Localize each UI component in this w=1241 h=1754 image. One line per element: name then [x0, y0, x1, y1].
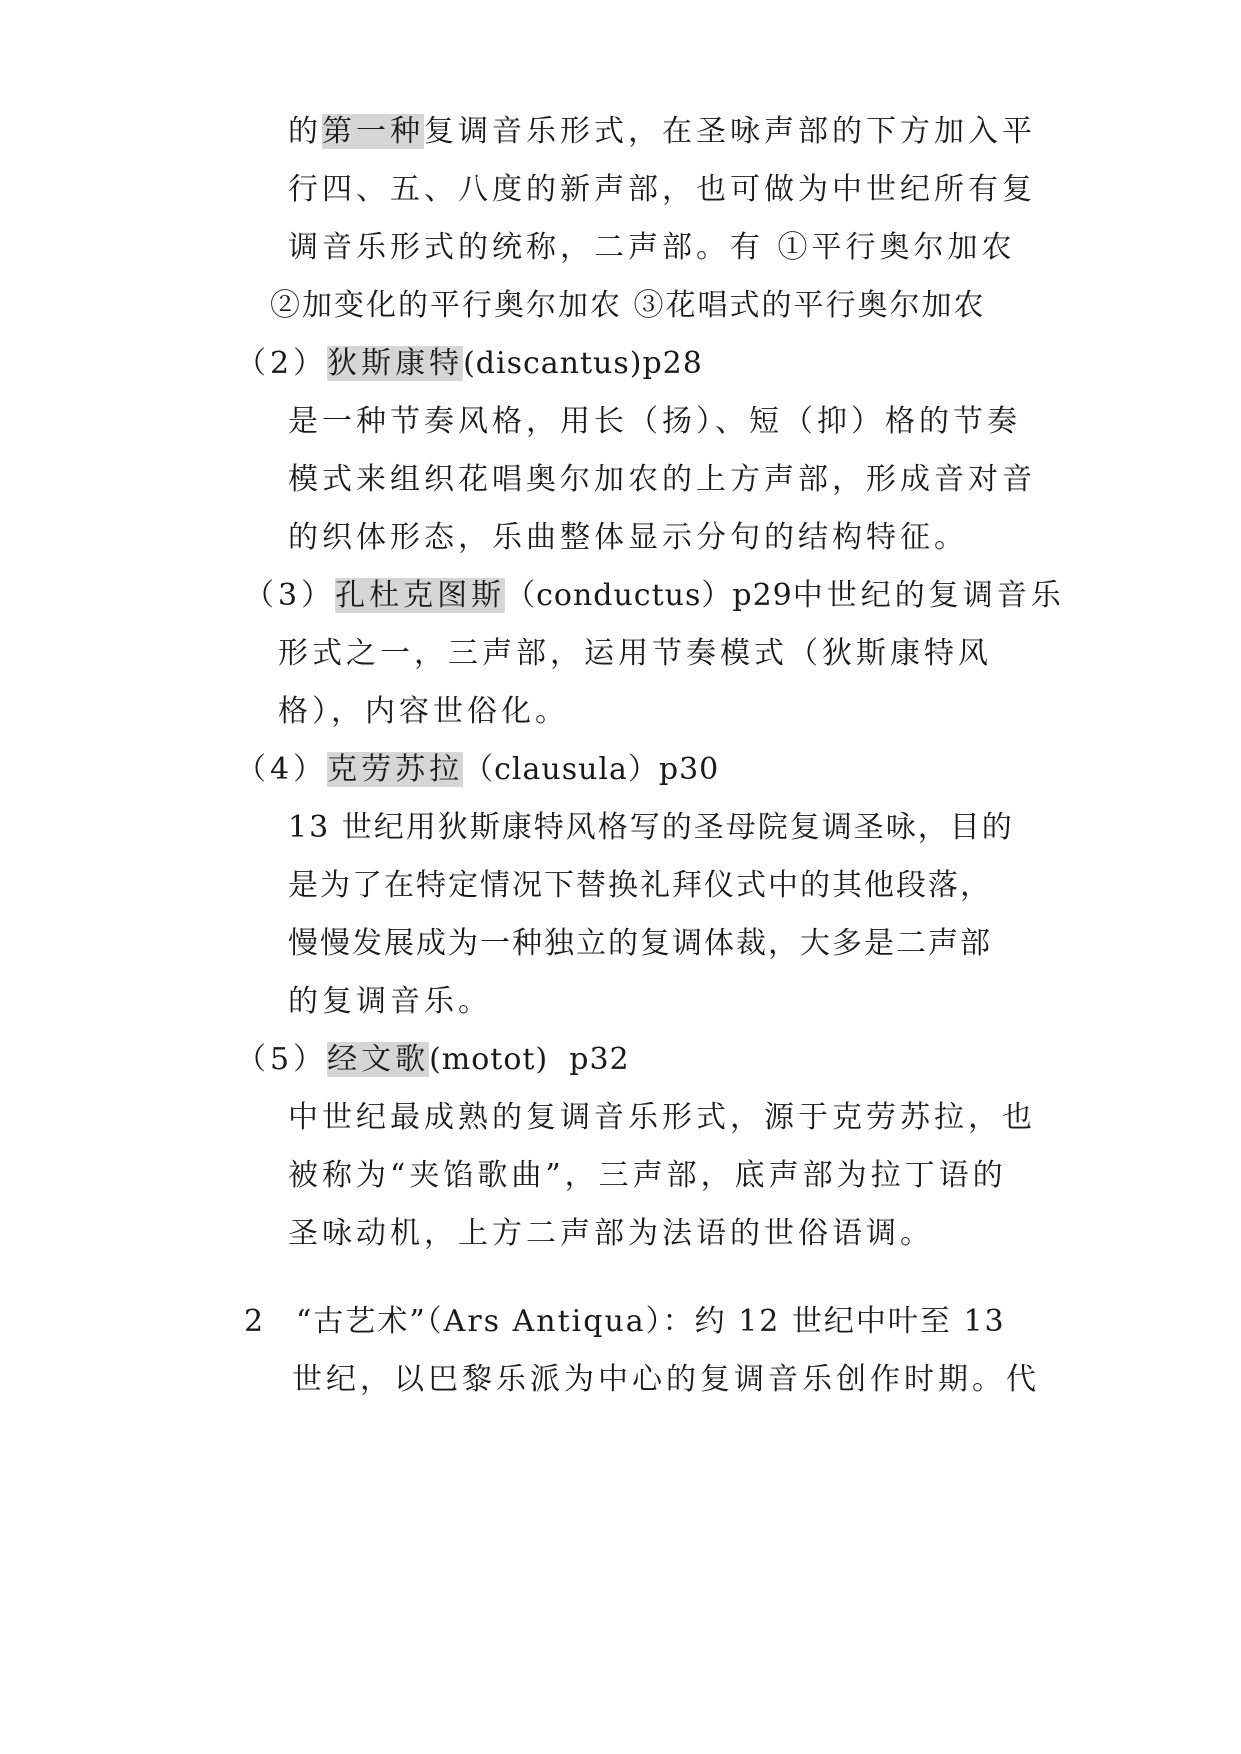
text-fragment: 的 [288, 114, 322, 149]
highlighted-term: 狄斯康特 [327, 346, 464, 381]
latin-term: （conductus）p29 [505, 578, 793, 613]
text-line: ②加变化的平行奥尔加农 ③花唱式的平行奥尔加农 [270, 288, 986, 323]
item-heading [236, 750, 719, 790]
text-line: 世纪，以巴黎乐派为中心的复调音乐创作时期。代 [292, 1362, 1040, 1397]
item-heading [236, 1040, 630, 1080]
text-line: 圣咏动机，上方二声部为法语的世俗语调。 [288, 1216, 934, 1251]
highlighted-term: 经文歌 [327, 1042, 430, 1077]
highlighted-term: 孔杜克图斯 [335, 578, 506, 613]
text-fragment: 中世纪的复调音乐 [792, 578, 1065, 613]
highlighted-term: 第一种 [322, 114, 424, 149]
item-heading [244, 576, 1065, 616]
item-number: （2） [236, 346, 328, 381]
text-fragment: 复调音乐形式，在圣咏声部的下方加入平 [424, 114, 1036, 149]
item-number: （3） [244, 578, 336, 613]
text-line: 慢慢发展成为一种独立的复调体裁，大多是二声部 [288, 926, 992, 961]
item-number: （4） [236, 752, 328, 787]
latin-term: (discantus)p28 [463, 346, 703, 381]
text-line: 中世纪最成熟的复调音乐形式，源于克劳苏拉，也 [288, 1100, 1036, 1135]
latin-term: (motot) p32 [429, 1042, 630, 1077]
text-line: 是为了在特定情况下替换礼拜仪式中的其他段落， [288, 868, 992, 903]
item-number: （5） [236, 1042, 328, 1077]
highlighted-term: 克劳苏拉 [327, 752, 464, 787]
text-line [288, 112, 1036, 152]
text-line: 13 世纪用狄斯康特风格写的圣母院复调圣咏，目的 [288, 810, 1014, 845]
text-line: 模式来组织花唱奥尔加农的上方声部，形成音对音 [288, 462, 1036, 497]
item-heading [236, 344, 703, 384]
text-line: 的织体形态，乐曲整体显示分句的结构特征。 [288, 520, 968, 555]
section-number: 2 [244, 1304, 268, 1339]
text-line: 形式之一，三声部，运用节奏模式（狄斯康特风 [278, 636, 992, 671]
text-line: 格），内容世俗化。 [278, 694, 569, 729]
latin-term: （clausula）p30 [463, 752, 720, 787]
text-line: 调音乐形式的统称，二声部。有 ①平行奥尔加农 [288, 230, 1016, 265]
text-line: 是一种节奏风格，用长（扬）、短（抑）格的节奏 [288, 404, 1021, 439]
text-line: 被称为“夹馅歌曲”，三声部，底声部为拉丁语的 [288, 1158, 1007, 1193]
text-line: “古艺术”（Ars Antiqua）：约 12 世纪中叶至 13 [296, 1304, 1006, 1339]
text-line: 的复调音乐。 [288, 984, 492, 1019]
text-line: 行四、五、八度的新声部，也可做为中世纪所有复 [288, 172, 1036, 207]
